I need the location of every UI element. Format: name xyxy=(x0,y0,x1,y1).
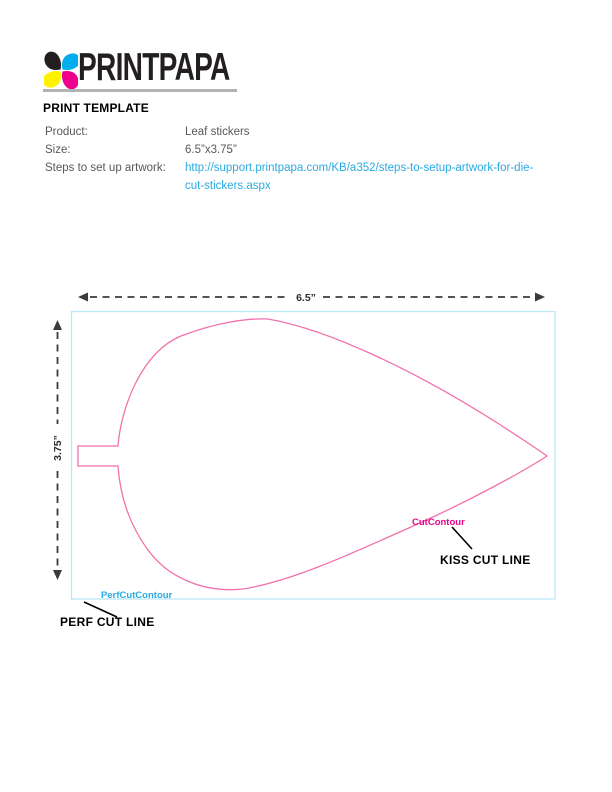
product-value: Leaf stickers xyxy=(185,126,250,138)
size-label: Size: xyxy=(45,144,71,156)
arrowhead-right-icon xyxy=(535,293,545,302)
kiss-cut-callout-line xyxy=(452,527,472,549)
steps-label: Steps to set up artwork: xyxy=(45,162,166,174)
arrowhead-left-icon xyxy=(78,293,88,302)
size-value: 6.5”x3.75” xyxy=(185,144,237,156)
kiss-cut-label: KISS CUT LINE xyxy=(440,553,531,567)
width-dimension-label: 6.5” xyxy=(296,292,316,304)
product-label: Product: xyxy=(45,126,88,138)
artwork-setup-link-line1: http://support.printpapa.com/KB/a352/steps-to-setup-artwork-for-die- xyxy=(185,162,534,174)
artwork-setup-link-line2: cut-stickers.aspx xyxy=(185,180,271,192)
perf-cut-label: PERF CUT LINE xyxy=(60,615,155,629)
height-dimension-label: 3.75” xyxy=(52,435,64,461)
width-dimension-arrow xyxy=(78,292,545,304)
cut-contour-label: CutContour xyxy=(412,517,465,528)
arrowhead-down-icon xyxy=(53,570,62,580)
page-title: PRINT TEMPLATE xyxy=(43,101,149,115)
brand-wordmark: PRINTPAPA xyxy=(78,46,230,89)
kiss-cut-leaf-outline xyxy=(78,319,547,590)
arrowhead-up-icon xyxy=(53,320,62,330)
height-dimension-arrow xyxy=(52,320,64,580)
perf-contour-label: PerfCutContour xyxy=(101,590,173,601)
